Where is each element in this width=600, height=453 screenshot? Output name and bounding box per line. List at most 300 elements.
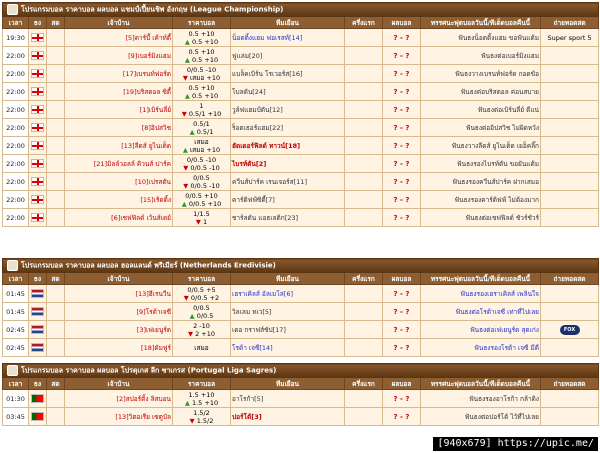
odds-value xyxy=(174,30,229,38)
prediction-link[interactable]: ฟันธงต่อเชฟฟิลด์ ชัวร์ชัวร์ xyxy=(421,209,541,227)
odds-text: 1/1.5 xyxy=(193,209,210,218)
full-time-score: ? - ? xyxy=(383,47,421,65)
away-team-link[interactable]: คาร์ดิฟฟ์ซิตี้[7] xyxy=(231,191,345,209)
half-time-score xyxy=(345,29,383,47)
column-header: สด xyxy=(47,273,65,285)
column-header: ธง xyxy=(29,17,47,29)
odds-text: 0.5/1 +10 xyxy=(188,109,222,118)
away-team-link[interactable]: เฮราเคิลส์ อัลเมโล่[6] xyxy=(231,285,345,303)
column-header: ทีมเยือน xyxy=(231,273,345,285)
odds-value xyxy=(174,128,229,136)
prediction-link[interactable]: ฟันธงวางลีดส์ ยูไนเต็ด เยอ็คลิ๊ก xyxy=(421,137,541,155)
prediction-link[interactable]: ฟันธงต่อโรด้าเจซี เท่าที่ไปเลย xyxy=(421,303,541,321)
column-header: ทรรศนะฟุตบอลวันนี้/ทีเด็ดบอลคืนนี้ xyxy=(421,378,541,390)
odds-value xyxy=(174,38,229,46)
country-flag xyxy=(29,155,47,173)
arrow-down-icon: ▼ xyxy=(182,73,190,82)
en-flag-icon xyxy=(31,213,44,222)
league-title[interactable] xyxy=(3,364,599,378)
prediction-link[interactable]: ฟันธงต่อบริสตอล ค่อนสบาย xyxy=(421,83,541,101)
country-flag xyxy=(29,339,47,357)
away-team-link[interactable]: อาโรก้า[5] xyxy=(231,390,345,408)
prediction-link[interactable]: ฟันธงรองไบรท์ตัน ขอยันแต้ม xyxy=(421,155,541,173)
live-cell xyxy=(47,65,65,83)
arrow-up-icon: ▲ xyxy=(184,37,192,46)
arrow-up-icon: ▲ xyxy=(184,91,192,100)
kickoff-time: 22:00 xyxy=(3,137,29,155)
tv-channel xyxy=(541,47,599,65)
away-team-link[interactable]: ฟูแล่ม[20] xyxy=(231,47,345,65)
column-header: ผลบอล xyxy=(383,17,421,29)
tv-channel xyxy=(541,285,599,303)
en-flag-icon xyxy=(31,51,44,60)
column-header: เจ้าบ้าน xyxy=(65,378,173,390)
home-team-link[interactable]: [9]เบอร์มิงแฮม xyxy=(65,47,173,65)
tv-channel xyxy=(541,101,599,119)
match-row xyxy=(3,47,599,65)
tv-channel xyxy=(541,408,599,426)
odds-value xyxy=(174,74,229,82)
column-header: ทรรศนะฟุตบอลวันนี้/ทีเด็ดบอลคืนนี้ xyxy=(421,273,541,285)
half-time-score xyxy=(345,173,383,191)
odds-text: 0.5 +10 xyxy=(191,55,219,64)
match-row xyxy=(3,191,599,209)
country-flag xyxy=(29,303,47,321)
away-team-link[interactable]: เดอ กราฟส์ชัป[17] xyxy=(231,321,345,339)
odds-cell xyxy=(173,303,231,321)
odds-cell xyxy=(173,191,231,209)
match-row xyxy=(3,390,599,408)
half-time-score xyxy=(345,119,383,137)
country-flag xyxy=(29,101,47,119)
arrow-down-icon: ▼ xyxy=(189,416,197,425)
league-title-text: โปรแกรมบอล ราคาบอล ผลบอล โปรตุเกส ลีก ซาเกรส (Portugal Liga Sagres) xyxy=(21,366,277,375)
prediction-link[interactable]: ฟันธงต่ออิปสวิช ไม่ผิดหวัง xyxy=(421,119,541,137)
odds-text: 0.5/1 xyxy=(193,119,210,128)
league-icon xyxy=(7,260,18,271)
away-team-link[interactable]: โรด้า เจซี[14] xyxy=(231,339,345,357)
away-team-link[interactable]: แบล็คเบิร์น โรเวอร์ส[16] xyxy=(231,65,345,83)
prediction-link[interactable]: ฟันธงรองคาร์ดิฟฟ์ ไม่ต้องมาก xyxy=(421,191,541,209)
odds-text: 0.5 +10 xyxy=(188,47,215,56)
odds-value xyxy=(174,312,229,320)
odds-text: 0/0.5 xyxy=(193,303,210,312)
half-time-score xyxy=(345,285,383,303)
live-cell xyxy=(47,173,65,191)
away-team-link[interactable]: ปอร์โต้[3] xyxy=(231,408,345,426)
home-team-link[interactable]: [17]เบรนท์ฟอร์ด xyxy=(65,65,173,83)
odds-cell xyxy=(173,101,231,119)
home-team-link[interactable]: [6]เชฟฟิลด์ เว้นส์เดย์ xyxy=(65,209,173,227)
half-time-score xyxy=(345,83,383,101)
home-team-link[interactable]: [8]อิปสวิช xyxy=(65,119,173,137)
live-cell xyxy=(47,408,65,426)
half-time-score xyxy=(345,65,383,83)
match-row xyxy=(3,321,599,339)
odds-value xyxy=(174,110,229,118)
half-time-score xyxy=(345,303,383,321)
home-team-link[interactable]: [13]วิตอเรีย เซตูบัล xyxy=(65,408,173,426)
full-time-score: ? - ? xyxy=(383,173,421,191)
odds-text: 1.5 +10 xyxy=(188,390,215,399)
column-header: ทีมเยือน xyxy=(231,17,345,29)
odds-value xyxy=(174,344,229,352)
odds-text: 0/0.5 +2 xyxy=(190,293,220,302)
full-time-score: ? - ? xyxy=(383,408,421,426)
full-time-score: ? - ? xyxy=(383,119,421,137)
home-team-link[interactable]: [10]เปรสตัน xyxy=(65,173,173,191)
odds-cell xyxy=(173,65,231,83)
odds-text: 1.5/2 xyxy=(196,416,214,425)
odds-text: 1 xyxy=(202,217,208,226)
full-time-score: ? - ? xyxy=(383,101,421,119)
away-team-link[interactable]: ร็อตเธอร์แฮม[22] xyxy=(231,119,345,137)
odds-value xyxy=(174,156,229,164)
home-team-link[interactable]: [13]ลีดส์ ยูไนเต็ด xyxy=(65,137,173,155)
full-time-score: ? - ? xyxy=(383,191,421,209)
tv-channel xyxy=(541,119,599,137)
odds-text: 0.5 +10 xyxy=(191,37,219,46)
match-row xyxy=(3,65,599,83)
arrow-up-icon: ▲ xyxy=(189,311,197,320)
odds-cell xyxy=(173,137,231,155)
match-row xyxy=(3,285,599,303)
odds-cell xyxy=(173,155,231,173)
column-header: ราคาบอล xyxy=(173,378,231,390)
live-cell xyxy=(47,137,65,155)
prediction-link[interactable]: ฟันธงรองควีนส์ปาร์ค ฝากเสมอ xyxy=(421,173,541,191)
odds-value xyxy=(174,174,229,182)
odds-value xyxy=(174,218,229,226)
odds-text: 0/0.5 -10 xyxy=(186,155,217,164)
arrow-down-icon: ▼ xyxy=(183,181,191,190)
home-team-link[interactable]: [19]บริสตอล ซิตี้ xyxy=(65,83,173,101)
country-flag xyxy=(29,321,47,339)
odds-value xyxy=(174,210,229,218)
match-row xyxy=(3,101,599,119)
full-time-score: ? - ? xyxy=(383,321,421,339)
kickoff-time: 22:00 xyxy=(3,155,29,173)
full-time-score: ? - ? xyxy=(383,339,421,357)
odds-value xyxy=(174,192,229,200)
odds-value xyxy=(174,84,229,92)
odds-cell xyxy=(173,47,231,65)
country-flag xyxy=(29,83,47,101)
odds-cell xyxy=(173,119,231,137)
country-flag xyxy=(29,119,47,137)
live-cell xyxy=(47,191,65,209)
prediction-link[interactable]: ฟันธงรองอาโรก้า กล้าดิง xyxy=(421,390,541,408)
country-flag xyxy=(29,285,47,303)
odds-text: 0/0.5 +10 xyxy=(185,191,218,200)
away-team-link[interactable]: วูล์ฟแฮมป์ตัน[12] xyxy=(231,101,345,119)
tv-channel xyxy=(541,65,599,83)
odds-text: 2 +10 xyxy=(195,329,215,338)
tv-channel xyxy=(541,321,599,339)
away-team-link[interactable]: ไบรท์ตัน[2] xyxy=(231,155,345,173)
column-header: เจ้าบ้าน xyxy=(65,17,173,29)
odds-text: 0/0.5 +5 xyxy=(187,285,216,294)
kickoff-time: 22:00 xyxy=(3,101,29,119)
odds-text: เสมอ xyxy=(194,137,209,146)
odds-text: 0.5 +10 xyxy=(188,29,215,38)
odds-text: 1 xyxy=(199,101,204,110)
odds-value xyxy=(174,66,229,74)
kickoff-time: 22:00 xyxy=(3,83,29,101)
half-time-score xyxy=(345,101,383,119)
pt-flag-icon xyxy=(31,412,44,421)
country-flag xyxy=(29,47,47,65)
arrow-down-icon: ▼ xyxy=(181,109,189,118)
away-team-link[interactable]: ควีนส์ปาร์ค เรนเจอร์ส[11] xyxy=(231,173,345,191)
league-header xyxy=(3,364,599,378)
match-row xyxy=(3,29,599,47)
column-header: ครึ่งแรก xyxy=(345,273,383,285)
en-flag-icon xyxy=(31,123,44,132)
nl-flag-icon xyxy=(31,325,44,334)
odds-cell xyxy=(173,209,231,227)
league-title[interactable] xyxy=(3,259,599,273)
country-flag xyxy=(29,29,47,47)
odds-cell xyxy=(173,321,231,339)
column-header: ราคาบอล xyxy=(173,17,231,29)
half-time-score xyxy=(345,47,383,65)
kickoff-time: 02:45 xyxy=(3,321,29,339)
prediction-link[interactable]: ฟันธงวางเบรนท์ฟอร์ด กอดข้อ xyxy=(421,65,541,83)
league-title-text: โปรแกรมบอล ราคาบอล ผลบอล ฮอลแลนด์ พรีเมียร์ (Netherlands Eredivisie) xyxy=(21,261,276,270)
league-table xyxy=(2,363,599,426)
arrow-up-icon: ▲ xyxy=(182,145,190,154)
full-time-score: ? - ? xyxy=(383,390,421,408)
column-header: เจ้าบ้าน xyxy=(65,273,173,285)
odds-text: 0.5 +10 xyxy=(188,83,215,92)
column-header: เวลา xyxy=(3,378,29,390)
half-time-score xyxy=(345,209,383,227)
column-header: ถ่ายทอดสด xyxy=(541,273,599,285)
live-cell xyxy=(47,29,65,47)
odds-cell xyxy=(173,29,231,47)
kickoff-time: 01:30 xyxy=(3,390,29,408)
odds-text: 0/0.5 xyxy=(196,311,214,320)
home-team-link[interactable]: [3]เฟเยนูร์ด xyxy=(65,321,173,339)
live-cell xyxy=(47,209,65,227)
country-flag xyxy=(29,173,47,191)
column-header: สด xyxy=(47,17,65,29)
league-title[interactable] xyxy=(3,3,599,17)
live-cell xyxy=(47,47,65,65)
half-time-score xyxy=(345,191,383,209)
kickoff-time: 22:00 xyxy=(3,119,29,137)
kickoff-time: 22:00 xyxy=(3,47,29,65)
prediction-link[interactable]: ฟันธงต่อปอร์โต้ ไว้ที่ไปเลย xyxy=(421,408,541,426)
odds-value xyxy=(174,48,229,56)
tv-channel: Super sport 5 xyxy=(541,29,599,47)
kickoff-time: 22:00 xyxy=(3,209,29,227)
column-header: ถ่ายทอดสด xyxy=(541,378,599,390)
odds-cell xyxy=(173,408,231,426)
odds-value xyxy=(174,138,229,146)
odds-cell xyxy=(173,173,231,191)
odds-value xyxy=(174,56,229,64)
odds-text: 0.5/1 xyxy=(196,127,214,136)
kickoff-time: 01:45 xyxy=(3,285,29,303)
odds-value xyxy=(174,200,229,208)
home-team-link[interactable]: [21]มิลล์วอลล์ คิวนส์ ปาร์ค xyxy=(65,155,173,173)
match-row xyxy=(3,83,599,101)
match-row xyxy=(3,408,599,426)
column-header: ผลบอล xyxy=(383,378,421,390)
odds-text: 0/0.5 -10 xyxy=(190,181,220,190)
tv-channel xyxy=(541,137,599,155)
match-row xyxy=(3,137,599,155)
away-team-link[interactable]: โบลตัน[24] xyxy=(231,83,345,101)
full-time-score: ? - ? xyxy=(383,29,421,47)
league-table xyxy=(2,258,599,357)
odds-value xyxy=(174,330,229,338)
odds-text: 2 -10 xyxy=(193,321,210,330)
odds-value xyxy=(174,286,229,294)
odds-text: เสมอ +10 xyxy=(189,73,221,82)
live-cell xyxy=(47,321,65,339)
home-team-link[interactable]: [1]เบิร์นลี่ย์ xyxy=(65,101,173,119)
odds-value xyxy=(174,391,229,399)
prediction-link[interactable]: ฟันธงน็อตติ้งแฮม ขอฟันแต้ม xyxy=(421,29,541,47)
away-team-link[interactable]: ชาร์ลตัน แอธเลติก[23] xyxy=(231,209,345,227)
away-team-link[interactable]: น็อตติ้งแฮม ฟอเรสท์[14] xyxy=(231,29,345,47)
column-header-row xyxy=(3,17,599,29)
odds-cell xyxy=(173,285,231,303)
country-flag xyxy=(29,209,47,227)
odds-value xyxy=(174,417,229,425)
arrow-up-icon: ▲ xyxy=(184,398,192,407)
country-flag xyxy=(29,390,47,408)
arrow-down-icon: ▼ xyxy=(183,293,191,302)
nl-flag-icon xyxy=(31,307,44,316)
match-row xyxy=(3,155,599,173)
away-team-link[interactable]: ฮัดเดอร์ฟิลด์ ทาวน์[18] xyxy=(231,137,345,155)
full-time-score: ? - ? xyxy=(383,83,421,101)
kickoff-time: 22:00 xyxy=(3,65,29,83)
match-row xyxy=(3,173,599,191)
odds-value xyxy=(174,146,229,154)
league-icon xyxy=(7,4,18,15)
column-header: ราคาบอล xyxy=(173,273,231,285)
image-size-watermark: [940x679] https://upic.me/ xyxy=(433,437,598,451)
prediction-link[interactable]: ฟันธงต่อเบิร์นลี่ย์ ดีแน่ xyxy=(421,101,541,119)
odds-text: 1.5/2 xyxy=(193,408,210,417)
live-cell xyxy=(47,83,65,101)
kickoff-time: 22:00 xyxy=(3,173,29,191)
en-flag-icon xyxy=(31,105,44,114)
league-table xyxy=(2,2,599,227)
league-title-text: โปรแกรมบอล ราคาบอล ผลบอล แชมป์เปี้ยนชิพ อังกฤษ (League Championship) xyxy=(21,5,284,14)
match-row xyxy=(3,119,599,137)
odds-text: 1.5 +10 xyxy=(191,398,219,407)
home-team-link[interactable]: [5]ดาร์บี้ เค้าท์ตี้ xyxy=(65,29,173,47)
full-time-score: ? - ? xyxy=(383,303,421,321)
column-header: สด xyxy=(47,378,65,390)
home-team-link[interactable]: [9]โรด้าเจซี xyxy=(65,303,173,321)
column-header: ทีมเยือน xyxy=(231,378,345,390)
arrow-up-icon: ▲ xyxy=(181,199,189,208)
pt-flag-icon xyxy=(31,394,44,403)
odds-cell xyxy=(173,390,231,408)
tv-channel xyxy=(541,303,599,321)
full-time-score: ? - ? xyxy=(383,285,421,303)
country-flag xyxy=(29,408,47,426)
half-time-score xyxy=(345,390,383,408)
half-time-score xyxy=(345,155,383,173)
match-row xyxy=(3,209,599,227)
half-time-score xyxy=(345,339,383,357)
odds-value xyxy=(174,182,229,190)
column-header: ครึ่งแรก xyxy=(345,378,383,390)
odds-text: 0/0.5 xyxy=(193,173,210,182)
fox-sports-logo: FOX xyxy=(560,325,580,335)
kickoff-time: 01:45 xyxy=(3,303,29,321)
kickoff-time: 03:45 xyxy=(3,408,29,426)
away-team-link[interactable]: วิลเลม ทเว[5] xyxy=(231,303,345,321)
half-time-score xyxy=(345,137,383,155)
column-header-row xyxy=(3,273,599,285)
en-flag-icon xyxy=(31,195,44,204)
odds-value xyxy=(174,399,229,407)
prediction-link[interactable]: ฟันธงรองโรด้า เจซี มีดี xyxy=(421,339,541,357)
full-time-score: ? - ? xyxy=(383,137,421,155)
tv-channel xyxy=(541,83,599,101)
column-header: ถ่ายทอดสด xyxy=(541,17,599,29)
home-team-link[interactable]: [13]ฮีเรนวีน xyxy=(65,285,173,303)
column-header: ผลบอล xyxy=(383,273,421,285)
arrow-down-icon: ▼ xyxy=(183,163,191,172)
home-team-link[interactable]: [2]สปอร์ติ้ง ลิสบอน xyxy=(65,390,173,408)
home-team-link[interactable]: [18]ดัมฟูร์ xyxy=(65,339,173,357)
prediction-link[interactable]: ฟันธงต่อเฟเยนูร์ด สุดเก่ง xyxy=(421,321,541,339)
country-flag xyxy=(29,137,47,155)
tv-channel xyxy=(541,339,599,357)
column-header: เวลา xyxy=(3,17,29,29)
full-time-score: ? - ? xyxy=(383,65,421,83)
nl-flag-icon xyxy=(31,343,44,352)
arrow-down-icon: ▼ xyxy=(188,329,196,338)
odds-value xyxy=(174,120,229,128)
tv-channel xyxy=(541,390,599,408)
match-row xyxy=(3,303,599,321)
odds-text: 0/0.5 -10 xyxy=(186,65,217,74)
odds-text: 0/0.5 +10 xyxy=(188,199,222,208)
live-cell xyxy=(47,390,65,408)
en-flag-icon xyxy=(31,87,44,96)
column-header: เวลา xyxy=(3,273,29,285)
odds-text: 0.5 +10 xyxy=(191,91,219,100)
odds-value xyxy=(174,304,229,312)
en-flag-icon xyxy=(31,141,44,150)
odds-value xyxy=(174,322,229,330)
column-header: ธง xyxy=(29,378,47,390)
league-header xyxy=(3,259,599,273)
half-time-score xyxy=(345,321,383,339)
nl-flag-icon xyxy=(31,289,44,298)
prediction-link[interactable]: ฟันธงรองเฮราเคิลส์ เพลินใจ xyxy=(421,285,541,303)
odds-text: เสมอ +10 xyxy=(189,145,221,154)
country-flag xyxy=(29,191,47,209)
live-cell xyxy=(47,303,65,321)
country-flag xyxy=(29,65,47,83)
home-team-link[interactable]: [15]เร้ดดิ้ง xyxy=(65,191,173,209)
odds-text: 0/0.5 -10 xyxy=(190,163,220,172)
odds-value xyxy=(174,102,229,110)
prediction-link[interactable]: ฟันธงต่อเบอร์มิงแฮม xyxy=(421,47,541,65)
